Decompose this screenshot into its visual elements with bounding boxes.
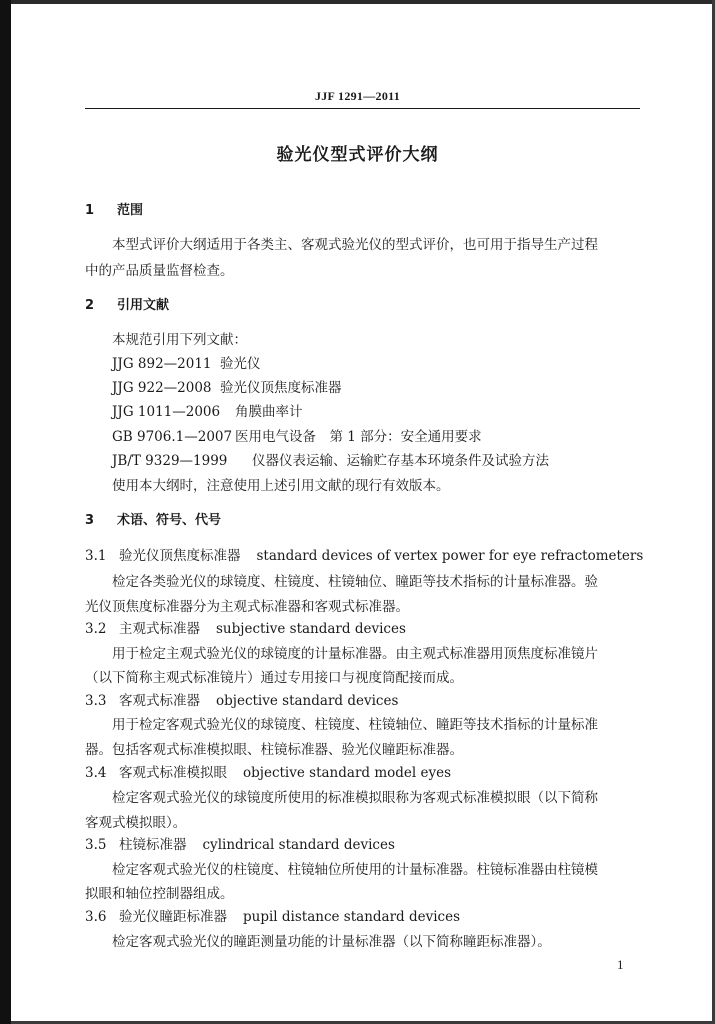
reference-title: 验光仪 <box>220 356 261 372</box>
header-rule <box>85 108 640 109</box>
section-title: 引用文献 <box>117 298 170 313</box>
term-definition-line: （以下简称主观式标准镜片）通过专用接口与视度筒配接而成。 <box>85 670 463 686</box>
reference-title: 角膜曲率计 <box>235 404 303 420</box>
term-number: 3.6 <box>85 909 107 925</box>
refs-intro: 本规范引用下列文献： <box>112 332 247 348</box>
reference-item <box>112 452 549 470</box>
page-title: 验光仪型式评价大纲 <box>276 145 439 165</box>
term-heading <box>85 692 398 710</box>
term-chinese: 验光仪瞳距标准器 <box>119 909 227 925</box>
term-heading <box>85 547 643 565</box>
section-1-heading <box>85 202 143 220</box>
section-number: 2 <box>85 298 95 313</box>
refs-note: 使用本大纲时，注意使用上述引用文献的现行有效版本。 <box>112 478 450 494</box>
reference-code: JJG 922—2008 <box>112 380 212 396</box>
term-definition-line: 检定各类验光仪的球镜度、柱镜度、柱镜轴位、瞳距等技术指标的计量标准器。验 <box>112 574 598 590</box>
section-3-heading <box>85 512 221 530</box>
section-title: 术语、符号、代号 <box>117 513 222 528</box>
paragraph-line: 中的产品质量监督检查。 <box>85 263 234 279</box>
reference-item <box>112 403 303 421</box>
reference-title: 医用电气设备 第 1 部分：安全通用要求 <box>235 429 482 445</box>
reference-item <box>112 379 342 397</box>
term-chinese: 柱镜标准器 <box>119 837 187 853</box>
term-chinese: 客观式标准器 <box>119 693 200 709</box>
term-number: 3.3 <box>85 693 107 709</box>
reference-item <box>112 355 261 373</box>
term-definition-line: 用于检定客观式验光仪的球镜度、柱镜度、柱镜轴位、瞳距等技术指标的计量标准 <box>112 717 598 733</box>
term-heading <box>85 764 451 782</box>
term-definition-line: 拟眼和轴位控制器组成。 <box>85 886 234 902</box>
term-definition-line: 客观式模拟眼）。 <box>85 815 187 831</box>
term-heading <box>85 836 395 854</box>
section-number: 1 <box>85 203 95 218</box>
paragraph-line: 本型式评价大纲适用于各类主、客观式验光仪的型式评价，也可用于指导生产过程 <box>112 237 598 253</box>
term-definition-line: 检定客观式验光仪的球镜度所使用的标准模拟眼称为客观式标准模拟眼（以下简称 <box>112 790 598 806</box>
reference-title: 验光仪顶焦度标准器 <box>220 380 342 396</box>
term-english: objective standard devices <box>216 693 399 709</box>
reference-code: JJG 1011—2006 <box>112 404 221 420</box>
term-number: 3.1 <box>85 548 107 564</box>
term-number: 3.4 <box>85 765 107 781</box>
term-definition-line: 检定客观式验光仪的瞳距测量功能的计量标准器（以下简称瞳距标准器）。 <box>112 934 551 950</box>
term-chinese: 验光仪顶焦度标准器 <box>119 548 241 564</box>
term-english: subjective standard devices <box>216 621 406 637</box>
term-english: pupil distance standard devices <box>243 909 461 925</box>
term-definition-line: 检定客观式验光仪的柱镜度、柱镜轴位所使用的计量标准器。柱镜标准器由柱镜模 <box>112 862 598 878</box>
term-english: cylindrical standard devices <box>202 837 395 853</box>
term-english: standard devices of vertex power for eye refractometers <box>256 548 644 564</box>
term-heading <box>85 620 406 638</box>
standard-id: JJF 1291—2011 <box>314 89 401 103</box>
reference-code: JJG 892—2011 <box>112 356 212 372</box>
term-english: objective standard model eyes <box>243 765 452 781</box>
reference-title: 仪器仪表运输、运输贮存基本环境条件及试验方法 <box>252 453 549 469</box>
section-number: 3 <box>85 513 95 528</box>
reference-code: GB 9706.1—2007 <box>112 429 233 445</box>
scan-border-top <box>11 0 715 4</box>
reference-item <box>112 428 482 446</box>
term-chinese: 客观式标准模拟眼 <box>119 765 227 781</box>
term-definition-line: 用于检定主观式验光仪的球镜度的计量标准器。由主观式标准器用顶焦度标准镜片 <box>112 646 598 662</box>
term-heading <box>85 908 460 926</box>
term-chinese: 主观式标准器 <box>119 621 200 637</box>
section-title: 范围 <box>117 203 144 218</box>
term-number: 3.5 <box>85 837 107 853</box>
section-2-heading <box>85 297 169 315</box>
page-number: 1 <box>617 957 624 972</box>
term-definition-line: 器。包括客观式标准模拟眼、柱镜标准器、验光仪瞳距标准器。 <box>85 742 463 758</box>
reference-code: JB/T 9329—1999 <box>112 453 228 469</box>
term-number: 3.2 <box>85 621 107 637</box>
term-definition-line: 光仪顶焦度标准器分为主观式标准器和客观式标准器。 <box>85 599 409 615</box>
